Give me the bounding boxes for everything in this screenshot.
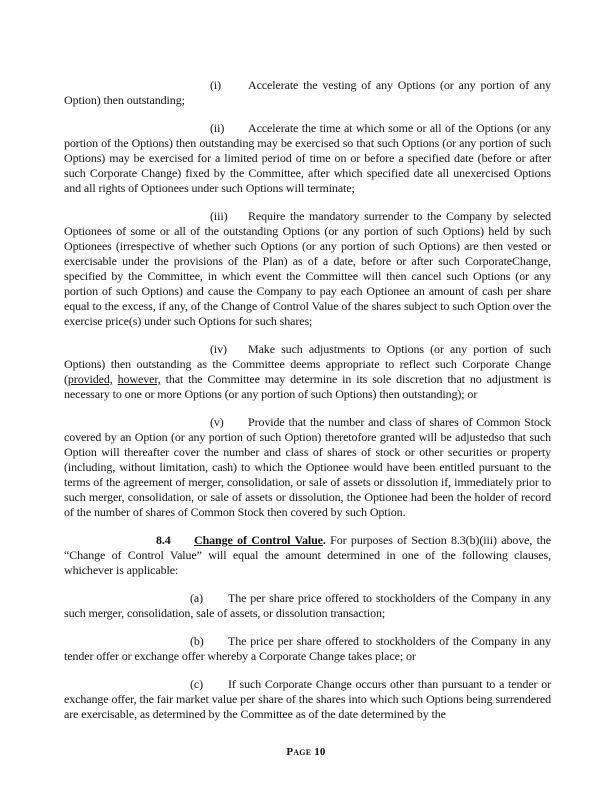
section-text: For purposes of Section 8.3(b)(iii) above, the “Change of Control Value” will equal the amount determined in one of the following clauses, whichever is applicable:	[64, 533, 552, 577]
clause-iv-underlined-provided: provided,	[67, 372, 113, 386]
clause-iii-text: Require the mandatory surrender to the Company by selected Optionees of some or all of the outstanding Options (or any portion of such Options) held by such Optionees (irrespective of whether such Options (or any portion of such Options) are then vested or exercisable under the provisions of the Plan) as of a date, before or after such CorporateChange, specified by the Committee, in which event the Committee will then cancel such Options (or any portion of such Options) and cause the Company to pay each Optionee an amount of cash per share equal to the excess, if any, of the Change of Control Value of the shares subject to such Option over the exercise price(s) under such Options for such shares;	[64, 209, 551, 328]
subclause-b-marker: (b)	[190, 634, 204, 648]
clause-v-marker: (v)	[210, 415, 224, 429]
subclause-a	[64, 591, 551, 621]
clause-v-text: Provide that the number and class of shares of Common Stock covered by an Option (or any portion of such Option) theretofore granted will be adjustedso that such Option will thereafter cover the number and class of shares of stock or other securities or property (including, without limitation, cash) to which the Optionee would have been entitled pursuant to the terms of the agreement of merger, consolidation, or sale of assets or dissolution if, immediately prior to such merger, consolidation, or sale of assets or dissolution, the Optionee had been the holder of record of the number of shares of Common Stock then covered by such Option.	[64, 415, 551, 519]
clause-i-text: Accelerate the vesting of any Options (or any portion of any Option) then outstanding;	[64, 78, 551, 107]
subclause-c	[64, 677, 551, 722]
clause-iii-marker: (iii)	[210, 209, 228, 223]
subclause-a-marker: (a)	[190, 591, 204, 605]
subclause-c-marker: (c)	[190, 677, 204, 691]
clause-v	[64, 415, 551, 520]
clause-ii-text: Accelerate the time at which some or all of the Options (or any portion of the Options) then outstanding may be exercised so that such Options (or any portion of such Options) may be exercised for a limited period of time on or before a specified date (before or after such Corporate Change) fixed by the Committee, after which specified date all unexercised Options and all rights of Optionees under such Options will terminate;	[64, 121, 551, 195]
section-8-4	[64, 533, 551, 578]
clause-iv-marker: (iv)	[210, 342, 227, 356]
page-content	[64, 78, 551, 735]
clause-i	[64, 78, 551, 108]
subclause-b-text: The price per share offered to stockholders of the Company in any tender offer or exchange offer whereby a Corporate Change takes place; or	[64, 634, 551, 663]
page-number: Page 10	[286, 746, 326, 758]
section-number: 8.4	[156, 533, 171, 547]
subclause-b	[64, 634, 551, 664]
clause-iv-text-post: that the Committee may determine in its sole discretion that no adjustment is necessary to one or more Options (or any portion of such Options) then outstanding); or	[64, 372, 552, 401]
clause-ii	[64, 121, 551, 196]
clause-iv-text-pre: Make such adjustments to Options (or any portion of such Options) then outstanding as the Committee deems appropriate to reflect such Corporate Change (	[64, 342, 551, 386]
section-heading-period: .	[322, 533, 326, 547]
clause-iv-underlined-however: however,	[117, 372, 161, 386]
clause-ii-marker: (ii)	[210, 121, 225, 135]
clause-iv	[64, 342, 551, 402]
subclause-a-text: The per share price offered to stockholders of the Company in any such merger, consolidation, sale of assets, or dissolution transaction;	[64, 591, 551, 620]
clause-iii	[64, 209, 551, 329]
subclause-c-text: If such Corporate Change occurs other than pursuant to a tender or exchange offer, the fair market value per share of the shares into which such Options being surrendered are exercisable, as determined by the Committee as of the date determined by the	[64, 677, 551, 721]
section-heading: Change of Control Value	[194, 533, 323, 547]
clause-i-marker: (i)	[210, 78, 222, 92]
